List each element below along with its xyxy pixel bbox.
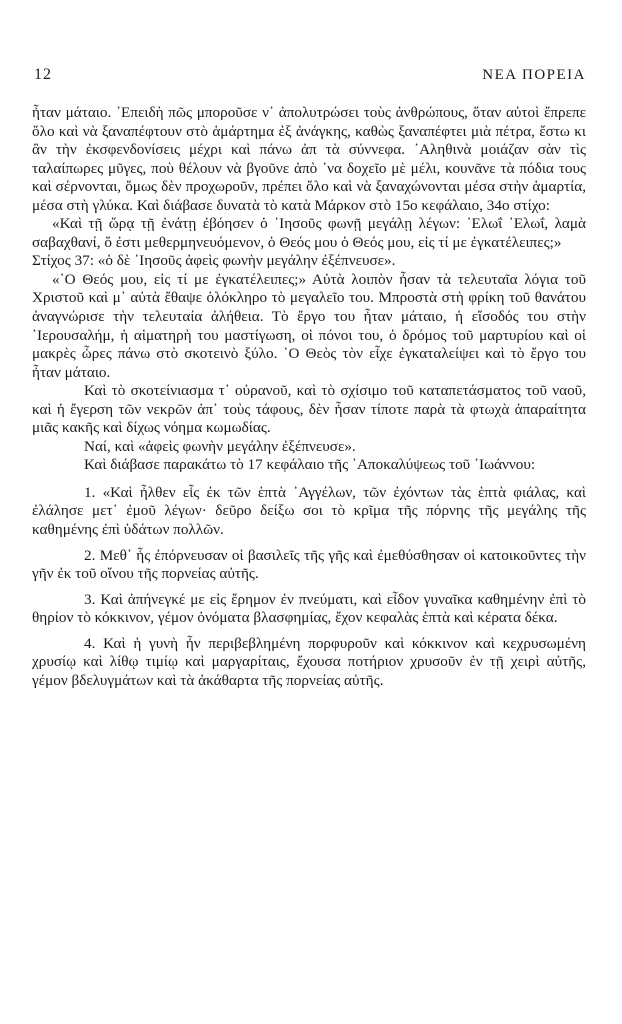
verse-37-line: Στίχος 37: «ὁ δὲ ᾿Ιησοῦς ἀφεὶς φωνὴν μεγάλην ἐξέπνευσε».: [32, 252, 396, 270]
paragraph-last-words: «῾Ο Θεός μου, εἰς τί με ἐγκατέλειπες;» Αὐτὰ λοιπὸν ἦσαν τὰ τελευταῖα λόγια τοῦ Χριστοῦ καὶ μ᾿ αὐτὰ ἔθαψε ὁλόκληρο τὸ μεγαλεῖο του. Μπροστὰ στὴ φρίκη τοῦ θανάτου ἀναγνώρισε τὴν τελευταία ἀλήθεια. Τὸ ἔργο του ἦταν μάταιο, ἡ εἴσοδός του στὴν ῾Ιερουσαλήμ, ἡ αἱματηρὴ του μαστίγωση, οἱ πόνοι του, ὁ δρόμος τοῦ μαρτυρίου καὶ οἱ μακρὲς ὧρες πάνω στὸ σκοτεινὸ ξύλο. ῾Ο Θεὸς τὸν εἶχε ἐγκαταλείψει καὶ τὸ ἔργο του ἦταν μάταιο.: [32, 270, 586, 381]
running-title: ΝΕΑ ΠΟΡΕΙΑ: [482, 67, 586, 83]
verse-item: 1. «Καὶ ἦλθεν εἷς ἐκ τῶν ἑπτὰ ᾿Αγγέλων, τῶν ἐχόντων τὰς ἑπτὰ φιάλας, καὶ ἐλάλησε μετ᾿ ἐμοῦ λέγων· δεῦρο δείξω σοι τὸ κρῖμα τῆς πόρνης τῆς μεγάλης τῆς καθημένης ἐπὶ ὑδάτων πολλῶν.: [32, 483, 586, 539]
verse-item: 4. Καὶ ἡ γυνὴ ἦν περιβεβλημένη πορφυροῦν καὶ κόκκινον καὶ κεχρυσωμένη χρυσίῳ καὶ λίθῳ τιμίῳ καὶ μαργαρίταις, ἔχουσα ποτήριον χρυσοῦν ἐν τῇ χειρὶ αὐτῆς, γέμον βδελυγμάτων καὶ τὰ ἀκάθαρτα τῆς πορνείας αὐτῆς.: [32, 634, 586, 689]
paragraph-yes: Ναί, καὶ «ἀφεὶς φωνὴν μεγάλην ἐξέπνευσε».: [84, 437, 356, 455]
quote-mark-15-34: «Καὶ τῇ ὥρᾳ τῇ ἐνάτῃ ἐβόησεν ὁ ᾿Ιησοῦς φωνῇ μεγάλῃ λέγων: ᾿Ελωΐ ᾿Ελωΐ, λαμὰ σαβαχθανί, ὅ ἐστι μεθερμηνευόμενον, ὁ Θεός μου ὁ Θεός μου, εἰς τί με ἐγκατέλειπες;»: [32, 215, 586, 251]
revelation-verses: [32, 484, 586, 690]
page-number: 12: [34, 66, 52, 83]
verse-item: 3. Καὶ ἀπήνεγκέ με εἰς ἔρημον ἐν πνεύματι, καὶ εἶδον γυναῖκα καθημένην ἐπὶ τὸ θηρίον τὸ κόκκινον, γέμον ὀνόματα βλασφημίας, ἔχον κεφαλὰς ἑπτὰ καὶ κέρατα δέκα.: [32, 590, 586, 627]
verse-item: 2. Μεθ᾿ ἧς ἐπόρνευσαν οἱ βασιλεῖς τῆς γῆς καὶ ἐμεθύσθησαν οἱ κατοικοῦντες τὴν γῆν ἐκ τοῦ οἴνου τῆς πορνείας αὐτῆς.: [32, 546, 586, 583]
paragraph-revelation-intro: Καὶ διάβασε παρακάτω τὸ 17 κεφάλαιο τῆς ᾿Αποκαλύψεως τοῦ ᾿Ιωάννου:: [84, 456, 536, 474]
book-page: [32, 66, 586, 690]
body-text: [32, 104, 586, 690]
paragraph-darkness: Καὶ τὸ σκοτείνιασμα τ᾿ οὐρανοῦ, καὶ τὸ σχίσιμο τοῦ καταπετάσματος τοῦ ναοῦ, καὶ ἡ ἔγερση τῶν νεκρῶν ἀπ᾿ τοὺς τάφους, δὲν ἦσαν τίποτε παρὰ τὰ φτωχὰ ἀπαραίτητα μιᾶς κακῆς καὶ δίχως νόημα κωμωδίας.: [32, 382, 586, 437]
page-header: [34, 66, 586, 84]
paragraph-opening: ἦταν μάταιο. ᾿Επειδὴ πῶς μποροῦσε ν᾿ ἀπολυτρώσει τοὺς ἀνθρώπους, ὅταν αὐτοὶ ἔπρεπε ὅλο καὶ νὰ ξαναπέφτουν στὸ ἁμάρτημα ἐξ ἀνάγκης, καθὼς ξαναπέφτει μιὰ πέτρα, ἔστω κι ἂν τὴν ἐκσφενδονίσεις μέχρι καὶ πάνω ἀπ τὰ σύννεφα. ᾿Αληθινὰ μοιάζαν σὰν τὶς ταλαίπωρες μῦγες, ποὺ θέλουν νὰ βγοῦνε ἀπὸ ᾿να δοχεῖο μὲ μέλι, κουνᾶνε τὰ πόδια τους καὶ σέρνονται, ὅμως δὲν προχωροῦν, πρέπει ὅλο καὶ νὰ ξαναχώνονται μέσα στὴν ἁμαρτία, μέσα στὴ γλύκα. Καὶ διάβασε δυνατὰ τὸ κατὰ Μάρκον στὸ 15ο κεφάλαιο, 34ο στίχο:: [32, 104, 586, 214]
